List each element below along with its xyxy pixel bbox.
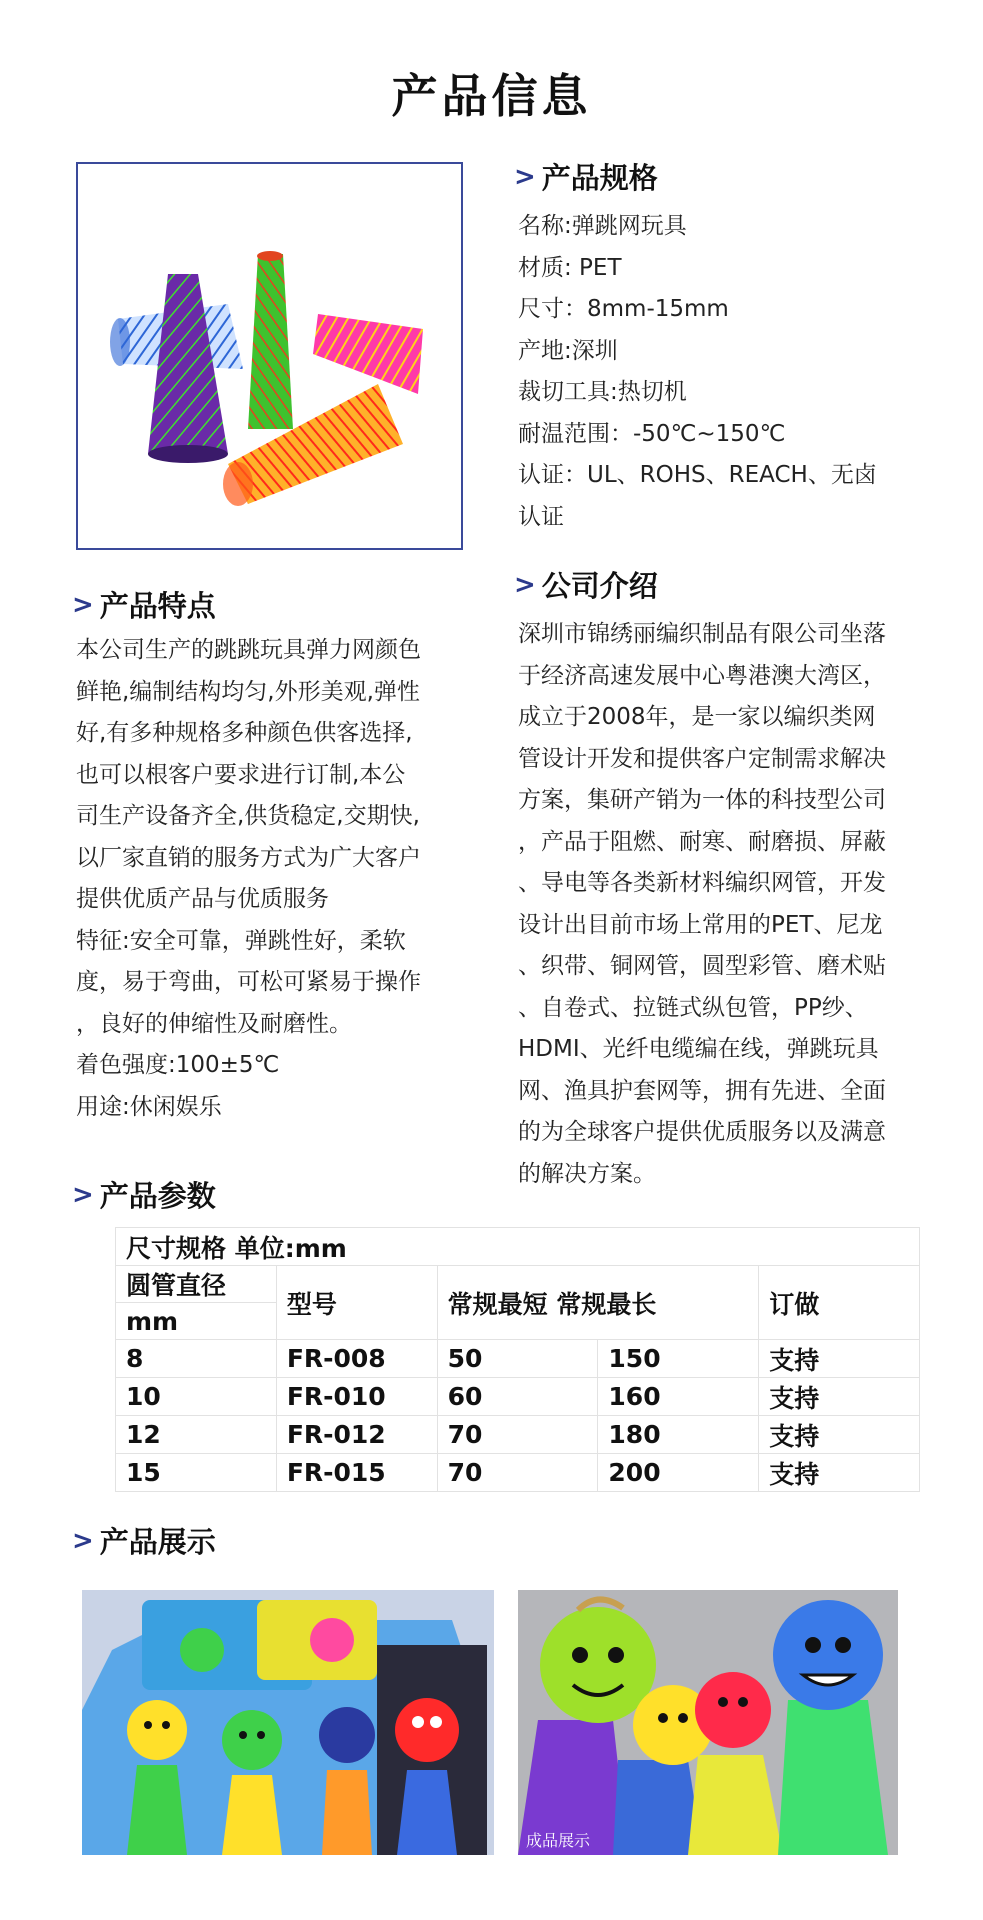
cell-max: 150 xyxy=(598,1340,759,1378)
company-line: 方案，集研产销为一体的科技型公司 xyxy=(518,787,886,813)
cell-min: 60 xyxy=(437,1378,598,1416)
cell-diameter: 15 xyxy=(116,1454,277,1492)
header-model: 型号 xyxy=(276,1266,437,1340)
company-line: 于经济高速发展中心粤港澳大湾区， xyxy=(518,662,886,689)
params-heading: > 产品参数 xyxy=(72,1179,216,1213)
cell-diameter: 12 xyxy=(116,1416,277,1454)
spec-line: 产地:深圳 xyxy=(518,337,618,364)
table-row xyxy=(116,1454,920,1492)
table-title: 尺寸规格 单位:mm xyxy=(116,1228,920,1266)
cell-diameter: 8 xyxy=(116,1340,277,1378)
company-line: 、织带、铜网管，圆型彩管、磨术贴 xyxy=(518,953,886,979)
company-line: 成立于2008年，是一家以编织类网 xyxy=(518,704,876,730)
table-row xyxy=(116,1416,920,1454)
company-text xyxy=(518,614,938,1195)
showcase-photo-right xyxy=(518,1590,898,1855)
table-row xyxy=(116,1378,920,1416)
cell-max: 160 xyxy=(598,1378,759,1416)
cell-custom: 支持 xyxy=(759,1378,920,1416)
spec-line: 尺寸：8mm-15mm xyxy=(518,296,729,322)
table-header-row xyxy=(116,1266,920,1303)
cell-max: 200 xyxy=(598,1454,759,1492)
features-line: 着色强度:100±5℃ xyxy=(76,1052,280,1078)
features-line: 鲜艳,编制结构均匀,外形美观,弹性 xyxy=(76,678,420,705)
cell-model: FR-008 xyxy=(276,1340,437,1378)
cell-diameter: 10 xyxy=(116,1378,277,1416)
company-line: 的为全球客户提供优质服务以及满意 xyxy=(518,1119,886,1145)
header-min-max: 常规最短 常规最长 xyxy=(437,1266,759,1340)
spec-line: 认证 xyxy=(518,503,564,530)
features-heading: > 产品特点 xyxy=(72,589,216,623)
header-diameter-unit: mm xyxy=(116,1303,277,1340)
company-line: 深圳市锦绣丽编织制品有限公司坐落 xyxy=(518,621,886,647)
features-line: 提供优质产品与优质服务 xyxy=(76,886,329,912)
features-line: 特征:安全可靠，弹跳性好，柔软 xyxy=(76,927,406,954)
spec-heading: > 产品规格 xyxy=(514,161,658,195)
cell-model: FR-010 xyxy=(276,1378,437,1416)
company-line: 管设计开发和提供客户定制需求解决 xyxy=(518,745,886,772)
header-diameter: 圆管直径 xyxy=(116,1266,277,1303)
spec-line: 认证：UL、ROHS、REACH、无卤 xyxy=(518,462,877,488)
company-line: 、自卷式、拉链式纵包管，PP纱、 xyxy=(518,994,868,1021)
chevron-right-icon: > xyxy=(72,589,94,620)
chevron-right-icon: > xyxy=(72,1525,94,1556)
showcase-caption: 成品展示 xyxy=(526,1831,591,1850)
showcase-photo-left xyxy=(82,1590,494,1855)
cell-model: FR-015 xyxy=(276,1454,437,1492)
features-line: 度，易于弯曲，可松可紧易于操作 xyxy=(76,969,421,995)
chevron-right-icon: > xyxy=(514,569,536,600)
header-custom: 订做 xyxy=(759,1266,920,1340)
company-line: 的解决方案。 xyxy=(518,1160,656,1187)
cell-min: 70 xyxy=(437,1454,598,1492)
features-line: ，良好的伸缩性及耐磨性。 xyxy=(76,1010,352,1037)
cell-custom: 支持 xyxy=(759,1416,920,1454)
features-line: 好,有多种规格多种颜色供客选择, xyxy=(76,720,413,746)
cell-custom: 支持 xyxy=(759,1340,920,1378)
chevron-right-icon: > xyxy=(514,161,536,192)
cell-custom: 支持 xyxy=(759,1454,920,1492)
company-line: 网、渔具护套网等，拥有先进、全面 xyxy=(518,1077,886,1104)
features-line: 以厂家直销的服务方式为广大客户 xyxy=(76,844,421,871)
company-line: ，产品于阻燃、耐寒、耐磨损、屏蔽 xyxy=(518,828,886,855)
params-table xyxy=(115,1227,920,1492)
features-line: 用途:休闲娱乐 xyxy=(76,1093,222,1120)
table-row xyxy=(116,1340,920,1378)
cell-min: 70 xyxy=(437,1416,598,1454)
spec-list xyxy=(518,206,938,538)
cell-max: 180 xyxy=(598,1416,759,1454)
company-line: 设计出目前市场上常用的PET、尼龙 xyxy=(518,911,883,938)
spec-line: 裁切工具:热切机 xyxy=(518,379,687,405)
page-title: 产品信息 xyxy=(391,69,592,123)
cell-min: 50 xyxy=(437,1340,598,1378)
company-line: HDMI、光纤电缆编在线，弹跳玩具 xyxy=(518,1036,879,1062)
product-photo xyxy=(76,162,463,550)
spec-line: 名称:弹跳网玩具 xyxy=(518,213,687,239)
cell-model: FR-012 xyxy=(276,1416,437,1454)
showcase-heading: > 产品展示 xyxy=(72,1525,216,1559)
company-heading: > 公司介绍 xyxy=(514,569,658,603)
spec-line: 耐温范围：-50℃~150℃ xyxy=(518,420,786,447)
spec-line: 材质: PET xyxy=(518,254,622,281)
features-line: 也可以根客户要求进行订制,本公 xyxy=(76,761,406,788)
company-line: 、导电等各类新材料编织网管，开发 xyxy=(518,870,886,896)
features-line: 司生产设备齐全,供货稳定,交期快, xyxy=(76,803,420,829)
table-title-row xyxy=(116,1228,920,1266)
features-line: 本公司生产的跳跳玩具弹力网颜色 xyxy=(76,637,421,663)
chevron-right-icon: > xyxy=(72,1179,94,1210)
features-text xyxy=(76,630,476,1128)
